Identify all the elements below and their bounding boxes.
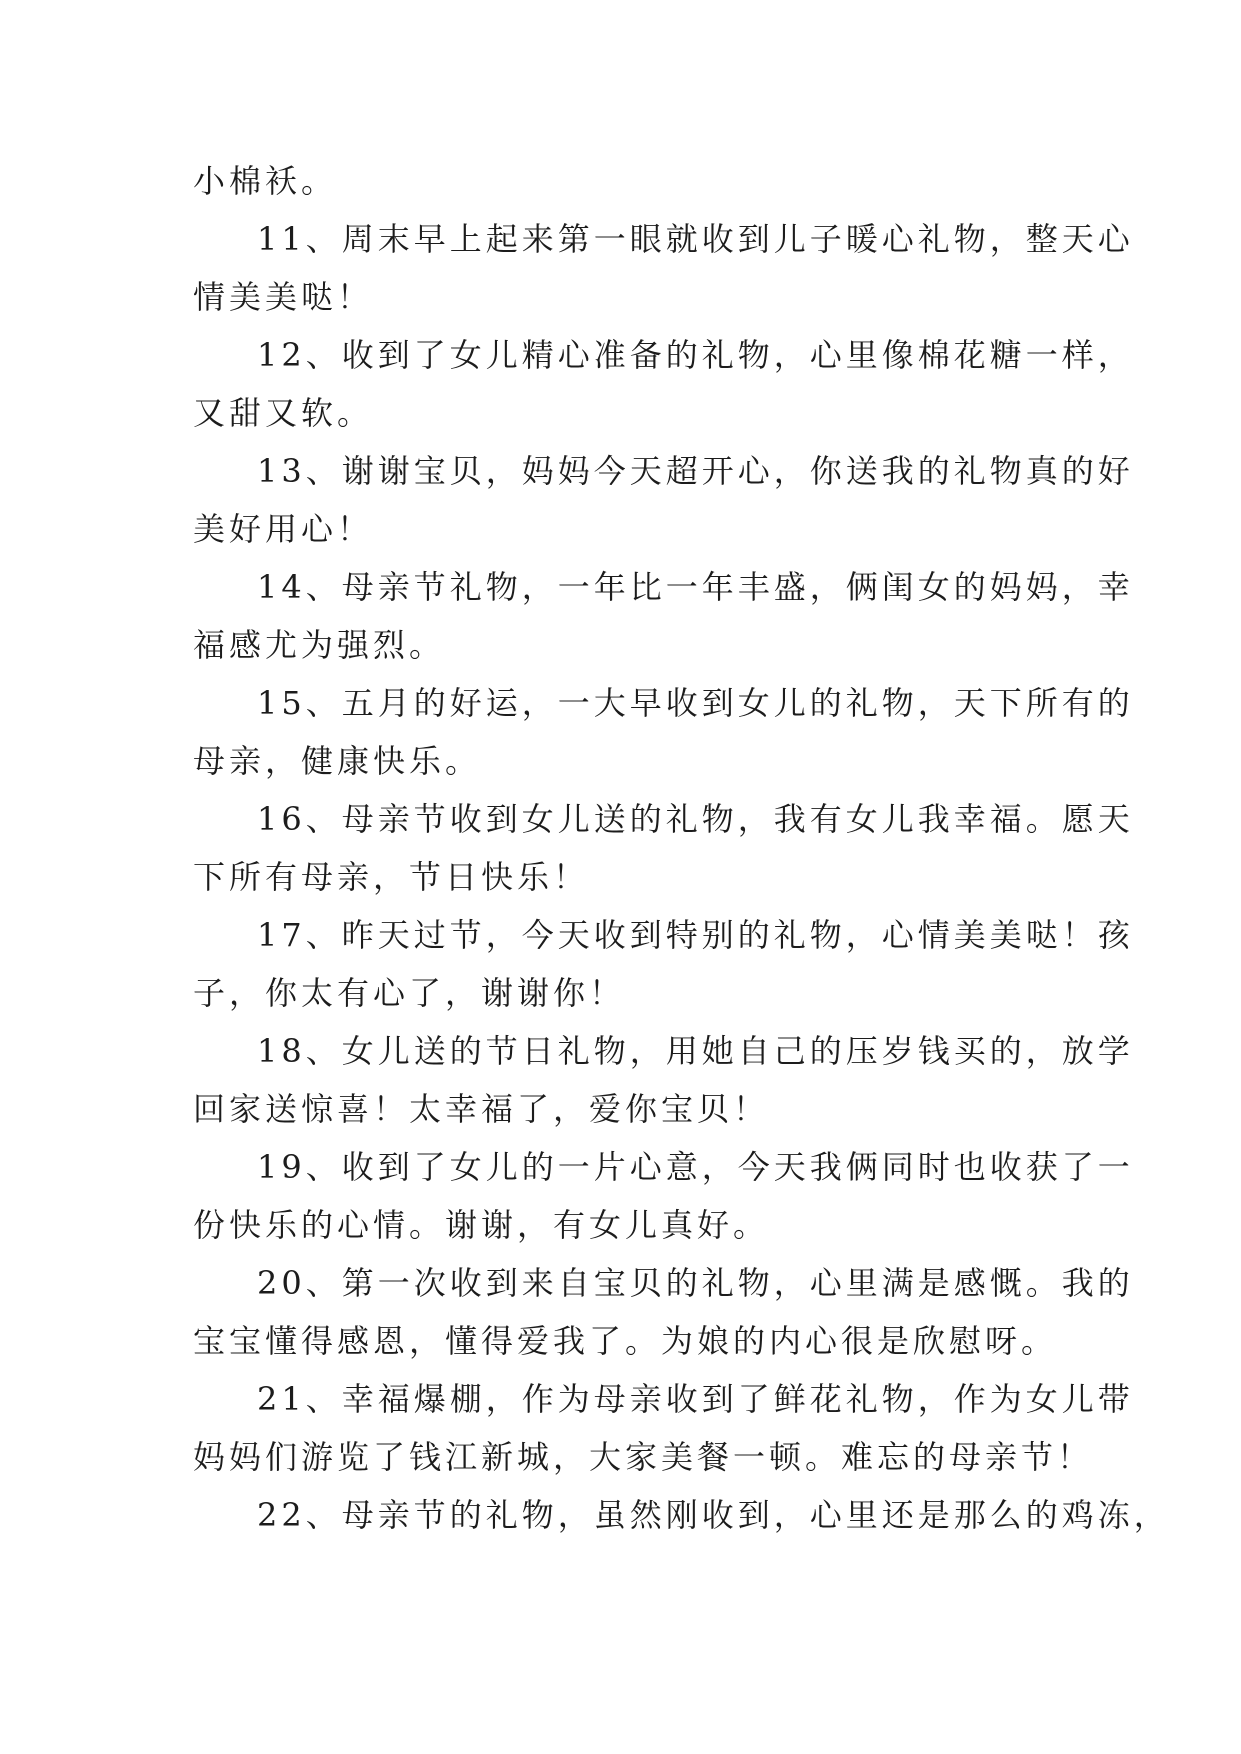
text-line: 13、谢谢宝贝，妈妈今天超开心，你送我的礼物真的好	[257, 452, 1134, 490]
text-line: 18、女儿送的节日礼物，用她自己的压岁钱买的，放学	[257, 1032, 1134, 1070]
text-line: 福感尤为强烈。	[193, 626, 446, 664]
text-line: 子，你太有心了，谢谢你！	[193, 974, 626, 1012]
text-line: 小棉袄。	[193, 162, 338, 200]
text-line: 回家送惊喜！太幸福了，爱你宝贝！	[193, 1090, 770, 1128]
text-line: 22、母亲节的礼物，虽然刚收到，心里还是那么的鸡冻，	[257, 1496, 1170, 1534]
text-line: 15、五月的好运，一大早收到女儿的礼物，天下所有的	[257, 684, 1134, 722]
text-line: 11、周末早上起来第一眼就收到儿子暖心礼物，整天心	[257, 220, 1134, 258]
document-body	[193, 152, 1170, 1544]
text-line: 又甜又软。	[193, 394, 374, 432]
text-line: 份快乐的心情。谢谢，有女儿真好。	[193, 1206, 770, 1244]
text-line: 12、收到了女儿精心准备的礼物，心里像棉花糖一样，	[257, 336, 1134, 374]
text-line: 情美美哒！	[193, 278, 374, 316]
text-line: 16、母亲节收到女儿送的礼物，我有女儿我幸福。愿天	[257, 800, 1134, 838]
text-line: 宝宝懂得感恩，懂得爱我了。为娘的内心很是欣慰呀。	[193, 1322, 1058, 1360]
text-line: 下所有母亲，节日快乐！	[193, 858, 590, 896]
text-line: 20、第一次收到来自宝贝的礼物，心里满是感慨。我的	[257, 1264, 1134, 1302]
text-line: 21、幸福爆棚，作为母亲收到了鲜花礼物，作为女儿带	[257, 1380, 1134, 1418]
text-line: 19、收到了女儿的一片心意，今天我俩同时也收获了一	[257, 1148, 1134, 1186]
text-line: 14、母亲节礼物，一年比一年丰盛，俩闺女的妈妈，幸	[257, 568, 1134, 606]
text-line: 母亲，健康快乐。	[193, 742, 482, 780]
text-line: 美好用心！	[193, 510, 374, 548]
text-line: 17、昨天过节，今天收到特别的礼物，心情美美哒！孩	[257, 916, 1134, 954]
text-line: 妈妈们游览了钱江新城，大家美餐一顿。难忘的母亲节！	[193, 1438, 1094, 1476]
